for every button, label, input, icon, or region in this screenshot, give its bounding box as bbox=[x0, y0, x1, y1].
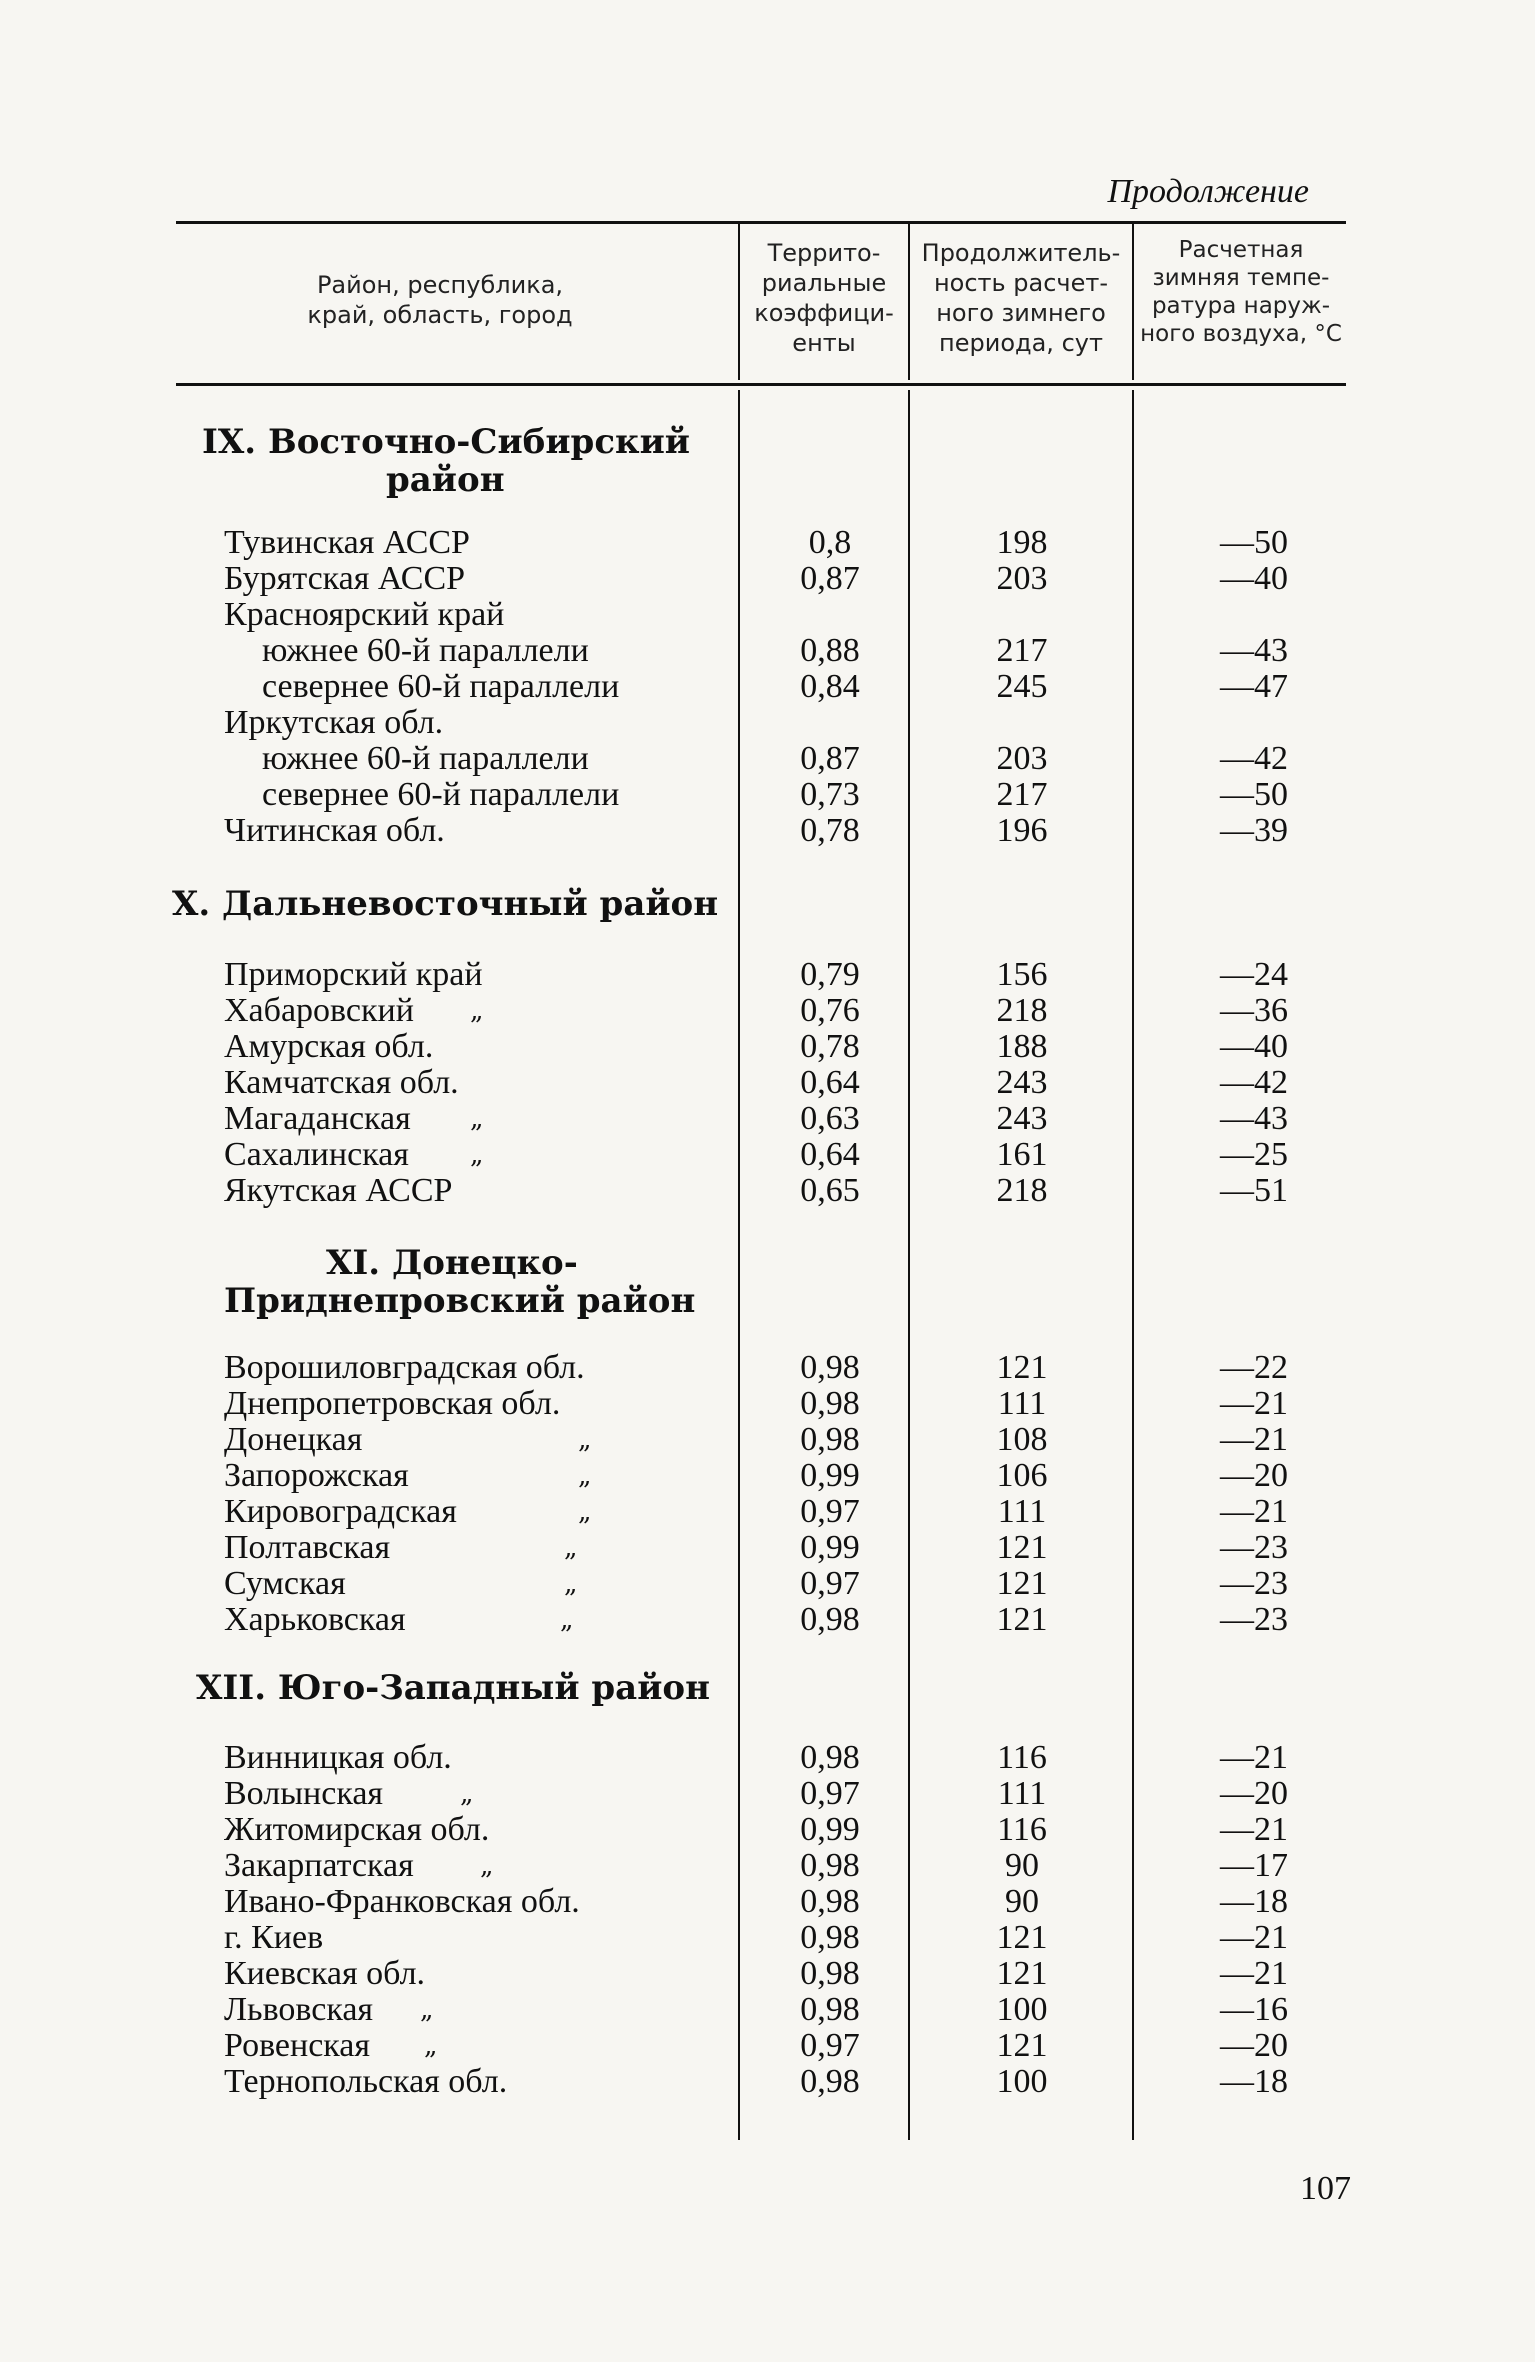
duration-value: 156 bbox=[996, 956, 1048, 993]
ditto-mark: „ bbox=[424, 2031, 438, 2061]
section-title: IX. Восточно-Сибирский bbox=[202, 422, 691, 462]
table-row bbox=[0, 1530, 1535, 1566]
coefficient-value: 0,87 bbox=[800, 740, 860, 777]
duration-value: 111 bbox=[997, 1775, 1047, 1812]
ditto-mark: „ bbox=[578, 1497, 592, 1527]
header-region: Район, республика, край, область, город bbox=[307, 271, 573, 329]
duration-value: 121 bbox=[996, 1601, 1048, 1638]
duration-value: 217 bbox=[996, 632, 1048, 669]
temperature-value: —18 bbox=[1220, 1883, 1288, 1920]
duration-value: 90 bbox=[1005, 1883, 1039, 1920]
row-label: г. Киев bbox=[224, 1919, 324, 1956]
ditto-mark: „ bbox=[460, 1779, 474, 1809]
temperature-value: —42 bbox=[1220, 740, 1288, 777]
ditto-mark: „ bbox=[578, 1461, 592, 1491]
duration-value: 218 bbox=[996, 992, 1048, 1029]
table-top-rule bbox=[176, 221, 1346, 224]
temperature-value: —20 bbox=[1220, 1775, 1288, 1812]
temperature-value: —36 bbox=[1220, 992, 1288, 1029]
page-number: 107 bbox=[1300, 2170, 1351, 2207]
temperature-value: —23 bbox=[1220, 1529, 1288, 1566]
section-title-cont: Приднепровский район bbox=[224, 1281, 696, 1321]
coefficient-value: 0,99 bbox=[800, 1811, 860, 1848]
section-title-cont: район bbox=[386, 460, 505, 500]
temperature-value: —40 bbox=[1220, 1028, 1288, 1065]
temperature-value: —23 bbox=[1220, 1565, 1288, 1602]
duration-value: 196 bbox=[996, 812, 1048, 849]
row-label: Винницкая обл. bbox=[224, 1739, 452, 1776]
ditto-mark: „ bbox=[480, 1851, 494, 1881]
row-label: Иркутская обл. bbox=[224, 704, 444, 741]
coefficient-value: 0,98 bbox=[800, 1883, 860, 1920]
coefficient-value: 0,63 bbox=[800, 1100, 860, 1137]
table-row bbox=[0, 1740, 1535, 1776]
coefficient-value: 0,8 bbox=[808, 524, 852, 561]
table-row bbox=[0, 669, 1535, 705]
row-label: Ровенская bbox=[224, 2027, 371, 2064]
temperature-value: —23 bbox=[1220, 1601, 1288, 1638]
row-label: Хабаровский bbox=[224, 992, 414, 1029]
row-label: Бурятская АССР bbox=[224, 560, 466, 597]
duration-value: 100 bbox=[996, 1991, 1048, 2028]
coefficient-value: 0,87 bbox=[800, 560, 860, 597]
table-row bbox=[0, 1350, 1535, 1386]
table-row bbox=[0, 633, 1535, 669]
table-row bbox=[0, 1602, 1535, 1638]
table-row bbox=[0, 1386, 1535, 1422]
duration-value: 245 bbox=[996, 668, 1048, 705]
coefficient-value: 0,64 bbox=[800, 1064, 860, 1101]
duration-value: 203 bbox=[996, 740, 1048, 777]
section-title: XI. Донецко- bbox=[326, 1243, 578, 1283]
row-label: Киевская обл. bbox=[224, 1955, 426, 1992]
ditto-mark: „ bbox=[564, 1569, 578, 1599]
row-label: Тувинская АССР bbox=[224, 524, 470, 561]
table-row bbox=[0, 1920, 1535, 1956]
coefficient-value: 0,99 bbox=[800, 1529, 860, 1566]
coefficient-value: 0,88 bbox=[800, 632, 860, 669]
ditto-mark: „ bbox=[470, 996, 484, 1026]
header-divider-2 bbox=[908, 224, 910, 380]
duration-value: 121 bbox=[996, 1529, 1048, 1566]
coefficient-value: 0,76 bbox=[800, 992, 860, 1029]
temperature-value: —42 bbox=[1220, 1064, 1288, 1101]
coefficient-value: 0,78 bbox=[800, 812, 860, 849]
row-label: Волынская bbox=[224, 1775, 384, 1812]
table-row bbox=[0, 2028, 1535, 2064]
table-row bbox=[0, 1566, 1535, 1602]
table-row bbox=[0, 813, 1535, 849]
temperature-value: —47 bbox=[1220, 668, 1288, 705]
row-label: Тернопольская обл. bbox=[224, 2063, 508, 2100]
duration-value: 116 bbox=[997, 1811, 1047, 1848]
row-label: Красноярский край bbox=[224, 596, 505, 633]
header-divider-1 bbox=[738, 224, 740, 380]
coefficient-value: 0,78 bbox=[800, 1028, 860, 1065]
duration-value: 121 bbox=[996, 1349, 1048, 1386]
temperature-value: —17 bbox=[1220, 1847, 1288, 1884]
coefficient-value: 0,79 bbox=[800, 956, 860, 993]
header-duration: Продолжитель-ность расчет-ного зимнего периода, сут bbox=[921, 239, 1121, 357]
coefficient-value: 0,97 bbox=[800, 1775, 860, 1812]
header-coefficients: Террито-риальные коэффици-енты bbox=[754, 239, 894, 357]
row-label: Сахалинская bbox=[224, 1136, 409, 1173]
duration-value: 111 bbox=[997, 1493, 1047, 1530]
duration-value: 116 bbox=[997, 1739, 1047, 1776]
table-row bbox=[0, 1173, 1535, 1209]
ditto-mark: „ bbox=[470, 1104, 484, 1134]
section-title: X. Дальневосточный район bbox=[172, 884, 719, 924]
temperature-value: —21 bbox=[1220, 1385, 1288, 1422]
coefficient-value: 0,98 bbox=[800, 1919, 860, 1956]
ditto-mark: „ bbox=[560, 1605, 574, 1635]
duration-value: 198 bbox=[996, 524, 1048, 561]
coefficient-value: 0,97 bbox=[800, 2027, 860, 2064]
duration-value: 108 bbox=[996, 1421, 1048, 1458]
row-label: Ворошиловградская обл. bbox=[224, 1349, 585, 1386]
row-label: южнее 60-й параллели bbox=[262, 632, 589, 669]
duration-value: 111 bbox=[997, 1385, 1047, 1422]
duration-value: 217 bbox=[996, 776, 1048, 813]
temperature-value: —21 bbox=[1220, 1811, 1288, 1848]
coefficient-value: 0,97 bbox=[800, 1493, 860, 1530]
coefficient-value: 0,65 bbox=[800, 1172, 860, 1209]
row-label: Запорожская bbox=[224, 1457, 409, 1494]
temperature-value: —16 bbox=[1220, 1991, 1288, 2028]
table-row bbox=[0, 777, 1535, 813]
temperature-value: —22 bbox=[1220, 1349, 1288, 1386]
row-label: Камчатская обл. bbox=[224, 1064, 459, 1101]
table-row bbox=[0, 705, 1535, 741]
ditto-mark: „ bbox=[470, 1140, 484, 1170]
row-label: Днепропетровская обл. bbox=[224, 1385, 561, 1422]
coefficient-value: 0,64 bbox=[800, 1136, 860, 1173]
row-label: Якутская АССР bbox=[224, 1172, 453, 1209]
table-row bbox=[0, 561, 1535, 597]
temperature-value: —20 bbox=[1220, 2027, 1288, 2064]
table-row bbox=[0, 1884, 1535, 1920]
duration-value: 218 bbox=[996, 1172, 1048, 1209]
table-row bbox=[0, 1812, 1535, 1848]
temperature-value: —50 bbox=[1220, 524, 1288, 561]
duration-value: 121 bbox=[996, 1955, 1048, 1992]
row-label: Харьковская bbox=[224, 1601, 406, 1638]
duration-value: 243 bbox=[996, 1100, 1048, 1137]
temperature-value: —43 bbox=[1220, 632, 1288, 669]
coefficient-value: 0,98 bbox=[800, 1955, 860, 1992]
duration-value: 100 bbox=[996, 2063, 1048, 2100]
coefficient-value: 0,84 bbox=[800, 668, 860, 705]
coefficient-value: 0,98 bbox=[800, 1847, 860, 1884]
ditto-mark: „ bbox=[420, 1995, 434, 2025]
temperature-value: —21 bbox=[1220, 1421, 1288, 1458]
table-row bbox=[0, 1848, 1535, 1884]
table-row bbox=[0, 1956, 1535, 1992]
temperature-value: —21 bbox=[1220, 1955, 1288, 1992]
temperature-value: —39 bbox=[1220, 812, 1288, 849]
header-temperature: Расчетная зимняя темпе-ратура наруж-ного воздуха, °С bbox=[1140, 237, 1342, 347]
table-row bbox=[0, 2064, 1535, 2100]
duration-value: 90 bbox=[1005, 1847, 1039, 1884]
continuation-label: Продолжение bbox=[1107, 173, 1309, 210]
table-row bbox=[0, 1494, 1535, 1530]
section-title: XII. Юго-Западный район bbox=[196, 1668, 710, 1708]
coefficient-value: 0,98 bbox=[800, 1349, 860, 1386]
temperature-value: —25 bbox=[1220, 1136, 1288, 1173]
table-row bbox=[0, 1776, 1535, 1812]
row-label: Амурская обл. bbox=[224, 1028, 434, 1065]
table-row bbox=[0, 993, 1535, 1029]
temperature-value: —51 bbox=[1220, 1172, 1288, 1209]
coefficient-value: 0,73 bbox=[800, 776, 860, 813]
table-row bbox=[0, 525, 1535, 561]
ditto-mark: „ bbox=[564, 1533, 578, 1563]
row-label: Львовская bbox=[224, 1991, 374, 2028]
temperature-value: —24 bbox=[1220, 956, 1288, 993]
row-label: Закарпатская bbox=[224, 1847, 414, 1884]
coefficient-value: 0,98 bbox=[800, 1601, 860, 1638]
duration-value: 243 bbox=[996, 1064, 1048, 1101]
table-row bbox=[0, 1992, 1535, 2028]
row-label: Приморский край bbox=[224, 956, 483, 993]
coefficient-value: 0,99 bbox=[800, 1457, 860, 1494]
table-row bbox=[0, 741, 1535, 777]
temperature-value: —21 bbox=[1220, 1493, 1288, 1530]
coefficient-value: 0,97 bbox=[800, 1565, 860, 1602]
header-divider-3 bbox=[1132, 224, 1134, 380]
table-row bbox=[0, 1029, 1535, 1065]
table-row bbox=[0, 1101, 1535, 1137]
row-label: Донецкая bbox=[224, 1421, 363, 1458]
duration-value: 121 bbox=[996, 1919, 1048, 1956]
row-label: севернее 60-й параллели bbox=[262, 776, 620, 813]
header-bottom-rule bbox=[176, 383, 1346, 386]
coefficient-value: 0,98 bbox=[800, 1385, 860, 1422]
row-label: Сумская bbox=[224, 1565, 346, 1602]
row-label: Житомирская обл. bbox=[224, 1811, 490, 1848]
table-row bbox=[0, 1458, 1535, 1494]
duration-value: 161 bbox=[996, 1136, 1048, 1173]
table-row bbox=[0, 1065, 1535, 1101]
row-label: севернее 60-й параллели bbox=[262, 668, 620, 705]
coefficient-value: 0,98 bbox=[800, 1421, 860, 1458]
table-row bbox=[0, 1137, 1535, 1173]
ditto-mark: „ bbox=[578, 1425, 592, 1455]
temperature-value: —20 bbox=[1220, 1457, 1288, 1494]
duration-value: 188 bbox=[996, 1028, 1048, 1065]
temperature-value: —21 bbox=[1220, 1919, 1288, 1956]
table-row bbox=[0, 597, 1535, 633]
row-label: Магаданская bbox=[224, 1100, 411, 1137]
row-label: Полтавская bbox=[224, 1529, 391, 1566]
temperature-value: —43 bbox=[1220, 1100, 1288, 1137]
duration-value: 121 bbox=[996, 2027, 1048, 2064]
temperature-value: —50 bbox=[1220, 776, 1288, 813]
row-label: Ивано-Франковская обл. bbox=[224, 1883, 580, 1920]
row-label: Кировоградская bbox=[224, 1493, 457, 1530]
duration-value: 106 bbox=[996, 1457, 1048, 1494]
coefficient-value: 0,98 bbox=[800, 2063, 860, 2100]
duration-value: 203 bbox=[996, 560, 1048, 597]
row-label: Читинская обл. bbox=[224, 812, 445, 849]
temperature-value: —40 bbox=[1220, 560, 1288, 597]
table-row bbox=[0, 1422, 1535, 1458]
table-row bbox=[0, 957, 1535, 993]
duration-value: 121 bbox=[996, 1565, 1048, 1602]
coefficient-value: 0,98 bbox=[800, 1739, 860, 1776]
temperature-value: —21 bbox=[1220, 1739, 1288, 1776]
temperature-value: —18 bbox=[1220, 2063, 1288, 2100]
row-label: южнее 60-й параллели bbox=[262, 740, 589, 777]
coefficient-value: 0,98 bbox=[800, 1991, 860, 2028]
